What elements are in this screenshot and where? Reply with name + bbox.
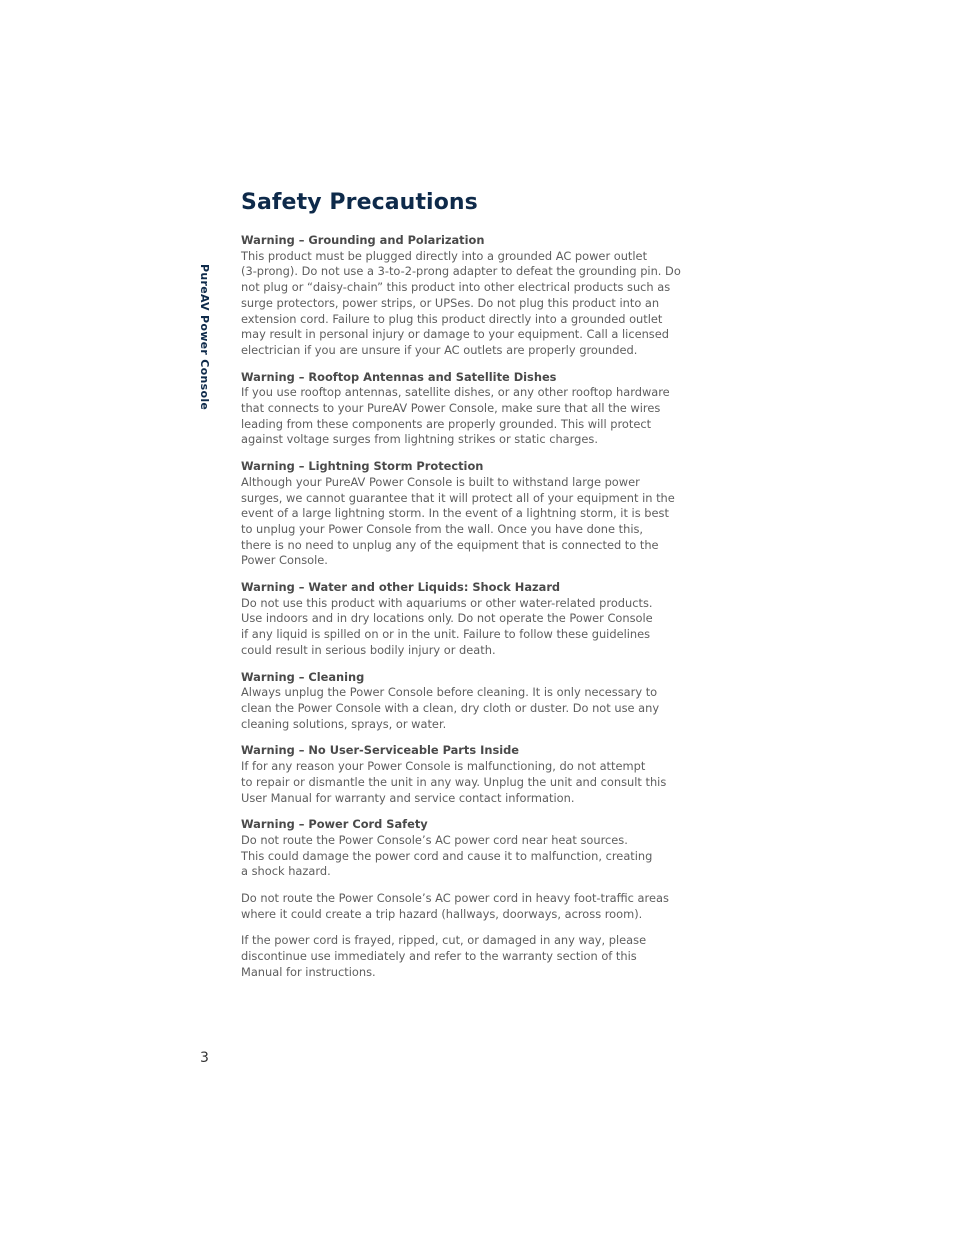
- section-heading: Warning – Lightning Storm Protection: [241, 459, 484, 474]
- section-heading: Warning – Power Cord Safety: [241, 817, 428, 832]
- section-heading: Warning – Cleaning: [241, 669, 365, 684]
- section-rooftop-antennas: [241, 370, 696, 449]
- section-body: Do not use this product with aquariums or other water-related products. Use indoors and in dry locations only. Do not operate the Power Console if any liquid is spilled on or in the unit. Failure to follow these guidelines could result in serious bodily injury or death.: [241, 595, 653, 657]
- section-heading: Warning – Water and other Liquids: Shock Hazard: [241, 580, 561, 595]
- section-power-cord: [241, 817, 696, 880]
- section-no-user-parts: [241, 743, 696, 806]
- section-water: [241, 580, 696, 659]
- section-body: If for any reason your Power Console is malfunctioning, do not attempt to repair or dismantle the unit in any way. Unplug the unit and consult this User Manual for warranty and service contact information.: [241, 759, 667, 805]
- section-body: Do not route the Power Console’s AC power cord near heat sources. This could damage the power cord and cause it to malfunction, creating a shock hazard.: [241, 832, 653, 879]
- section-grounding: [241, 233, 696, 359]
- section-cleaning: [241, 670, 696, 733]
- page-title: Safety Precautions: [241, 190, 478, 215]
- page-number: 3: [200, 1050, 209, 1066]
- power-cord-traffic-paragraph: Do not route the Power Console’s AC power cord in heavy foot-traffic areas where it could create a trip hazard (hallways, doorways, across room).: [241, 891, 669, 921]
- section-lightning: [241, 459, 696, 569]
- section-heading: Warning – Grounding and Polarization: [241, 233, 485, 247]
- section-heading: Warning – Rooftop Antennas and Satellite Dishes: [241, 369, 557, 384]
- power-cord-damage-paragraph: If the power cord is frayed, ripped, cut, or damaged in any way, please discontinue use immediately and refer to the warranty section of this Manual for instructions.: [241, 933, 647, 979]
- running-header: PureAV Power Console: [198, 264, 211, 411]
- section-heading: Warning – No User-Serviceable Parts Inside: [241, 743, 520, 758]
- section-body: If you use rooftop antennas, satellite dishes, or any other rooftop hardware that connects to your PureAV Power Console, make sure that all the wires leading from these components are properly grounded. This will protect against voltage surges from lightning strikes or static charges.: [241, 385, 670, 447]
- safety-content: [241, 233, 696, 992]
- section-body: Always unplug the Power Console before cleaning. It is only necessary to clean the Power Console with a clean, dry cloth or duster. Do not use any cleaning solutions, sprays, or water.: [241, 685, 660, 731]
- section-body: Although your PureAV Power Console is built to withstand large power surges, we cannot guarantee that it will protect all of your equipment in the event of a large lightning storm. In the event of a lightning storm, it is best to unplug your Power Console from the wall. Once you have done this, there is no need to unplug any of the equipment that is connected to the Power Console.: [241, 474, 675, 568]
- section-body: This product must be plugged directly into a grounded AC power outlet (3-prong). Do not use a 3-to-2-prong adapter to defeat the grounding pin. Do not plug or “daisy-chain” this product into other electrical products such as surge protectors, power strips, or UPSes. Do not plug this product into an extension cord. Failure to plug this product directly into a grounded outlet may result in personal injury or damage to your equipment. Call a licensed electrician if you are unsure if your AC outlets are properly grounded.: [241, 248, 681, 357]
